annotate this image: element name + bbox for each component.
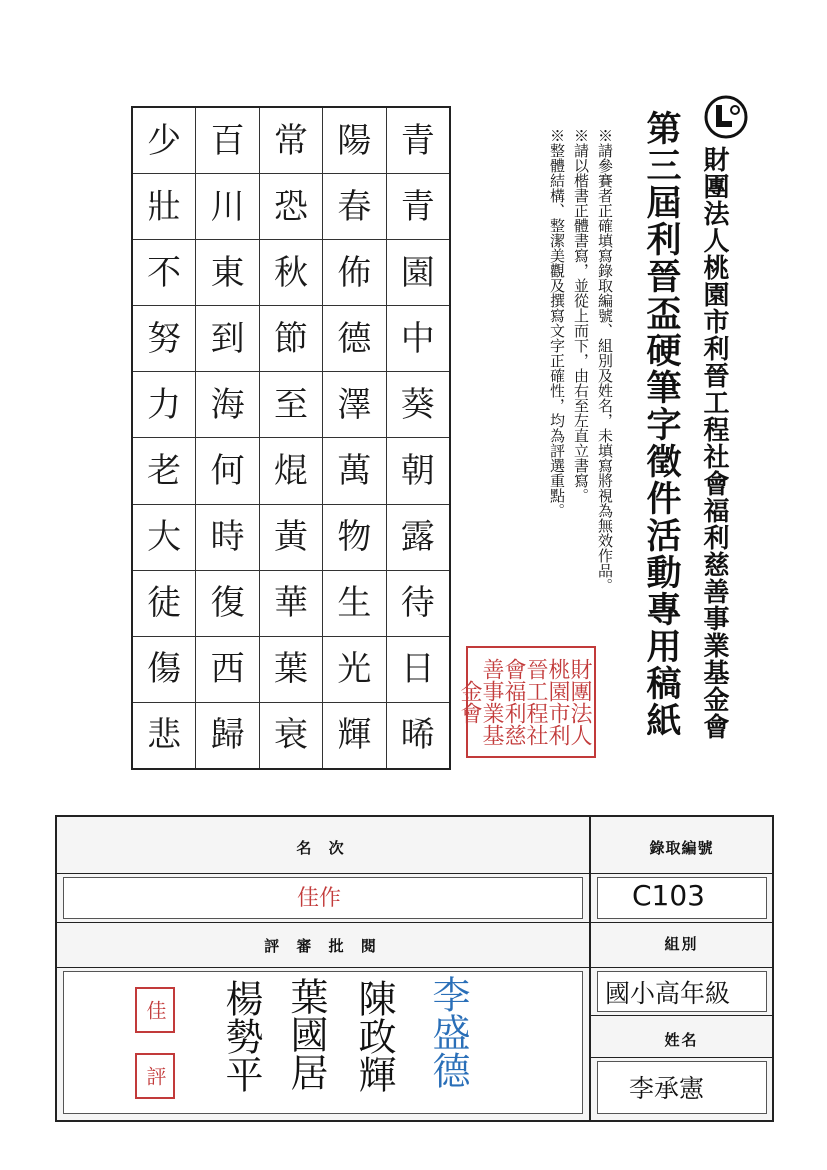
judge-seal-bottom: 評: [135, 1053, 175, 1099]
grid-cell: 徒: [133, 571, 195, 637]
evaluation-table: [55, 815, 774, 1122]
grid-cell: 晞: [400, 715, 435, 756]
grid-cell: 川: [196, 174, 258, 240]
grid-cell: 中: [387, 306, 449, 372]
grid-cell: 力: [133, 372, 195, 438]
grid-cell: 恐: [260, 174, 322, 240]
seal-column: 會福利慈: [501, 658, 526, 746]
grid-column: [133, 108, 195, 768]
grid-cell: 時: [196, 505, 258, 571]
grid-cell: 陽: [323, 108, 385, 174]
grid-cell: 焜: [260, 438, 322, 504]
grid-cell: 青: [387, 174, 449, 240]
judge-seal-top: 佳: [135, 987, 175, 1033]
grid-cell: 光: [323, 637, 385, 703]
grid-cell: 大: [133, 505, 195, 571]
seal-column: 金會: [457, 680, 482, 724]
judge-signature: 楊勢平: [219, 979, 263, 1093]
group-value: 國小高年級: [605, 979, 731, 1008]
grid-cell: 傷: [133, 637, 195, 703]
grid-cell: 佈: [323, 240, 385, 306]
instruction-note-2: ※請以楷書正體書寫，並從上而下，由右至左直立書寫。: [572, 128, 590, 503]
grid-cell: 萬: [323, 438, 385, 504]
grid-column: [259, 108, 322, 768]
grid-cell: 百: [196, 108, 258, 174]
foundation-name: 財團法人桃園市利晉工程社會福利慈善事業基金會: [699, 146, 729, 740]
grid-cell: 生: [323, 571, 385, 637]
grid-cell: 秋: [260, 240, 322, 306]
name-label: 姓名: [664, 1031, 699, 1049]
grid-cell: 待: [387, 571, 449, 637]
grid-cell: 朝: [387, 438, 449, 504]
grid-cell: 澤: [323, 372, 385, 438]
grid-cell: 葵: [387, 372, 449, 438]
rank-value: 佳作: [297, 886, 342, 911]
grid-cell: 春: [323, 174, 385, 240]
grid-cell: 衰: [273, 715, 308, 756]
grid-cell: 物: [323, 505, 385, 571]
grid-cell: 露: [387, 505, 449, 571]
grid-cell: 西: [196, 637, 258, 703]
grid-cell: 何: [196, 438, 258, 504]
judge-signature: 李盛德: [426, 975, 470, 1089]
foundation-logo-icon: [703, 94, 749, 140]
foundation-seal: [457, 646, 596, 758]
grid-column: [386, 108, 449, 768]
grid-column: [195, 108, 258, 768]
instruction-note-3: ※整體結構、整潔美觀及撰寫文字正確性，均為評選重點。: [548, 128, 566, 518]
grid-cell: 青: [387, 108, 449, 174]
document-title: 第三屆利晉盃硬筆字徵件活動專用稿紙: [641, 110, 682, 739]
group-label: 組別: [664, 935, 699, 953]
grid-cell: 葉: [260, 637, 322, 703]
grid-cell: 歸: [210, 715, 245, 756]
grid-cell: 悲: [147, 715, 182, 756]
grid-cell: 輝: [337, 715, 372, 756]
judge-signature: 葉國居: [284, 977, 328, 1091]
review-label: 評 審 批 閱: [264, 937, 382, 955]
admission-label: 錄取編號: [649, 839, 714, 857]
grid-cell: 少: [133, 108, 195, 174]
judge-signature: 陳政輝: [352, 979, 396, 1093]
admission-value: C103: [632, 879, 705, 912]
grid-cell: 東: [196, 240, 258, 306]
grid-cell: 德: [323, 306, 385, 372]
grid-cell: 黃: [260, 505, 322, 571]
grid-column: [322, 108, 385, 768]
grid-cell: 常: [260, 108, 322, 174]
grid-cell: 老: [133, 438, 195, 504]
grid-cell: 華: [260, 571, 322, 637]
grid-cell: 壯: [133, 174, 195, 240]
grid-cell: 海: [196, 372, 258, 438]
grid-cell: 到: [196, 306, 258, 372]
seal-column: 桃園市利: [545, 658, 570, 746]
grid-cell: 園: [387, 240, 449, 306]
instruction-note-1: ※請參賽者正確填寫錄取編號、組別及姓名，未填寫將視為無效作品。: [596, 128, 614, 593]
seal-column: 晉工程社: [523, 658, 548, 746]
rank-label: 名 次: [296, 839, 350, 857]
grid-cell: 至: [260, 372, 322, 438]
name-value: 李承憲: [629, 1074, 705, 1103]
grid-cell: 努: [133, 306, 195, 372]
seal-column: 財團法人: [567, 658, 592, 746]
seal-column: 善事業基: [479, 658, 504, 746]
grid-cell: 復: [196, 571, 258, 637]
grid-cell: 日: [387, 637, 449, 703]
calligraphy-grid: [131, 106, 451, 770]
grid-cell: 節: [260, 306, 322, 372]
grid-cell: 不: [133, 240, 195, 306]
